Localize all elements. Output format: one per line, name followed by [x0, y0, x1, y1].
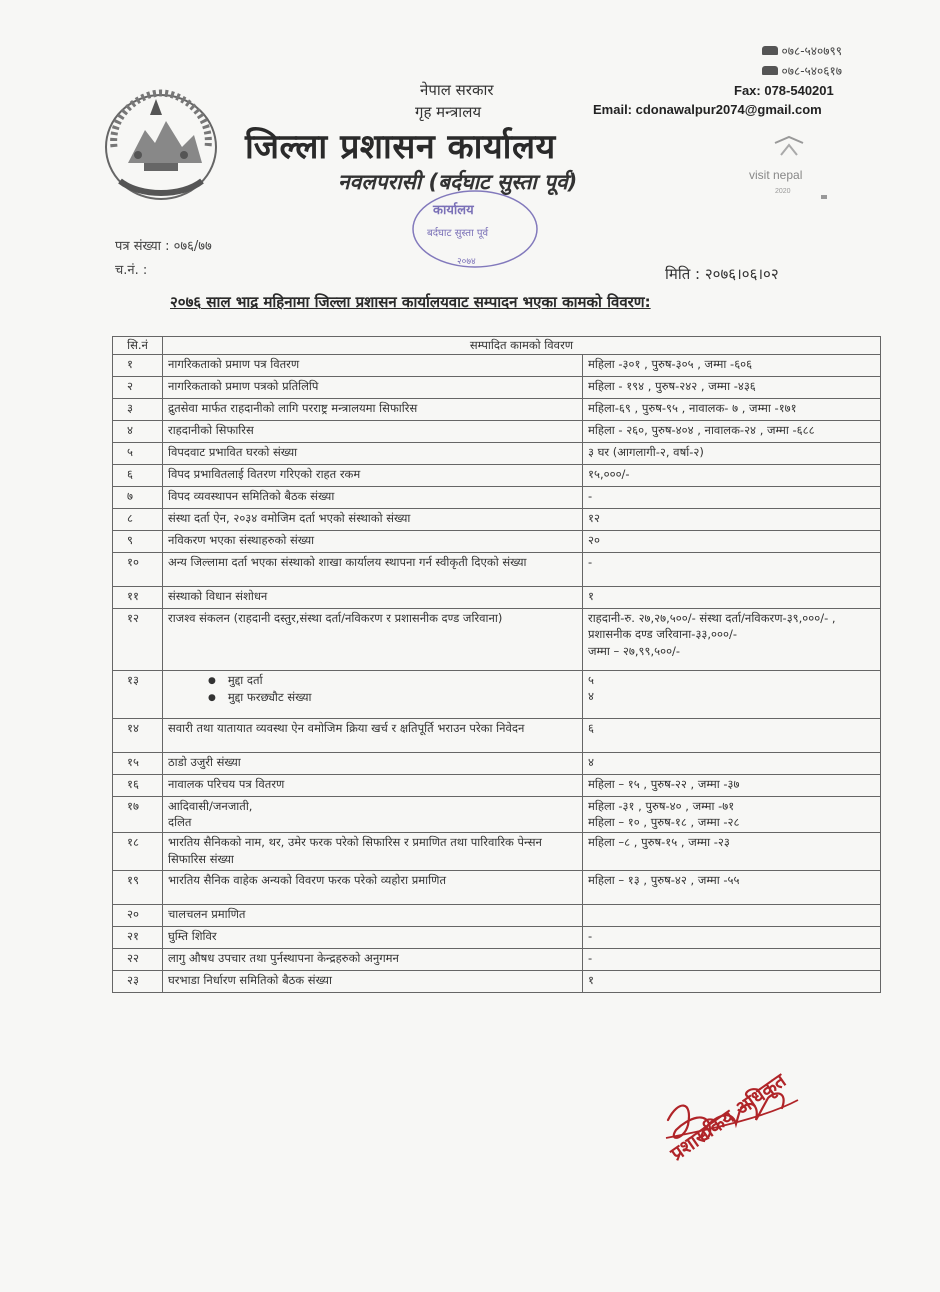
row-serial-number: ३: [113, 398, 163, 420]
row-serial-number: १४: [113, 718, 163, 752]
row-value: [583, 530, 881, 552]
row-serial-number: ६: [113, 464, 163, 486]
description-text: अन्य जिल्लामा दर्ता भएका संस्थाको शाखा कार्यालय स्थापना गर्न स्वीकृती दिएको संख्या: [168, 554, 527, 569]
value-text: -: [588, 554, 593, 569]
table-row: [113, 905, 881, 927]
description-text: विपद प्रभावितलाई वितरण गरिएको राहत रकम: [168, 466, 361, 481]
value-text: -: [588, 488, 593, 503]
row-description: [163, 905, 583, 927]
row-description: [163, 508, 583, 530]
office-title: जिल्ला प्रशासन कार्यालय: [245, 127, 556, 167]
row-description: [163, 376, 583, 398]
row-value: [583, 927, 881, 949]
officer-title: प्रशासकिय अधिकृत: [666, 1069, 791, 1166]
row-serial-number: १०: [113, 552, 163, 586]
table-row: [113, 508, 881, 530]
case-value: ५: [588, 672, 594, 687]
row-description: [163, 608, 583, 670]
table-row: [113, 354, 881, 376]
row-description: [163, 774, 583, 796]
description-text: संस्थाको विधान संशोधन: [168, 588, 268, 603]
value-text: २०: [588, 532, 600, 547]
value-text: महिला - २६०, पुरुष-४०४ , नावालक-२४ , जम्मा -६८८: [588, 422, 815, 437]
office-location: नवलपरासी (बर्दघाट सुस्ता पूर्व): [338, 170, 578, 194]
row-description: [163, 752, 583, 774]
row-serial-number: २०: [113, 905, 163, 927]
description-text: द्रुतसेवा मार्फत राहदानीको लागि परराष्ट्र मन्त्रालयमा सिफारिस: [168, 400, 418, 415]
row-value: [583, 442, 881, 464]
value-text: १५,०००/-: [588, 466, 630, 481]
row-description: [163, 486, 583, 508]
row-serial-number: १२: [113, 608, 163, 670]
stamp-line-1: कार्यालय: [433, 203, 474, 218]
row-serial-number: १९: [113, 871, 163, 905]
table-row: [113, 833, 881, 871]
visit-nepal-text: visit nepal: [749, 168, 803, 182]
visit-nepal-logo: [745, 133, 835, 203]
case-bullet-item: ● मुद्दा फरछ्यौट संख्या: [208, 689, 577, 706]
fax-number: Fax: 078-540201: [734, 83, 834, 98]
description-text: विपद व्यवस्थापन समितिको बैठक संख्या: [168, 488, 335, 503]
table-row: [113, 442, 881, 464]
row-serial-number: ११: [113, 586, 163, 608]
table-row: [113, 552, 881, 586]
phone-2-number: ०७८-५४०६१७: [781, 64, 842, 78]
row-serial-number: १८: [113, 833, 163, 871]
row-value: [583, 464, 881, 486]
description-text: घरभाडा निर्धारण समितिको बैठक संख्या: [168, 973, 332, 988]
office-stamp: [405, 184, 545, 274]
table-row: [113, 774, 881, 796]
value-text: महिला -३१ , पुरुष-४० , जम्मा -७१: [588, 798, 735, 813]
header-description: सम्पादित कामको विवरण: [163, 337, 881, 355]
row-description: [163, 871, 583, 905]
description-text: राजश्व संकलन (राहदानी दस्तुर,संस्था दर्ता/नविकरण र प्रशासनीक दण्ड जरिवाना): [168, 610, 503, 625]
case-value: ४: [588, 689, 594, 704]
row-value: [583, 871, 881, 905]
row-description: [163, 586, 583, 608]
table-header-row: [113, 337, 881, 355]
row-value: [583, 971, 881, 993]
row-description: [163, 354, 583, 376]
description-text: दलित: [168, 815, 192, 830]
row-serial-number: ८: [113, 508, 163, 530]
case-bullet-list: [168, 672, 577, 706]
row-value: [583, 670, 881, 718]
row-description: [163, 833, 583, 871]
row-value: [583, 608, 881, 670]
row-serial-number: १६: [113, 774, 163, 796]
description-text: नागरिकताको प्रमाण पत्रको प्रतिलिपि: [168, 378, 319, 393]
value-text: महिला -३०१ , पुरुष-३०५ , जम्मा -६०६: [588, 356, 753, 371]
stamp-line-2: बर्दघाट सुस्ता पूर्व: [427, 228, 489, 239]
table-row: [113, 927, 881, 949]
phone-1: [762, 42, 843, 59]
value-text: १२: [588, 510, 600, 525]
row-serial-number: १३: [113, 670, 163, 718]
description-text: लागु औषध उपचार तथा पुर्नस्थापना केन्द्रहरुको अनुगमन: [168, 951, 399, 966]
telephone-icon: [762, 46, 778, 55]
row-description: [163, 949, 583, 971]
row-serial-number: ४: [113, 420, 163, 442]
row-value: [583, 718, 881, 752]
government-name: नेपाल सरकार: [420, 81, 494, 99]
value-text: १: [588, 973, 594, 988]
value-text: महिला-६९ , पुरुष-९५ , नावालक- ७ , जम्मा -१७१: [588, 400, 797, 415]
value-text: ३ घर (आगलागी-२, वर्षा-२): [588, 444, 704, 459]
row-description: [163, 442, 583, 464]
table-row: [113, 376, 881, 398]
table-row: [113, 670, 881, 718]
row-value: [583, 774, 881, 796]
description-text: नावालक परिचय पत्र वितरण: [168, 776, 285, 791]
table-row: [113, 718, 881, 752]
description-text: विपदवाट प्रभावित घरको संख्या: [168, 444, 298, 459]
description-text: भारतिय सैनिक वाहेक अन्यको विवरण फरक परेको व्यहोरा प्रमाणित: [168, 873, 446, 888]
table-row: [113, 464, 881, 486]
description-text: नागरिकताको प्रमाण पत्र वितरण: [168, 356, 300, 371]
row-description: [163, 796, 583, 832]
reference-number: पत्र संख्या : ०७६/७७: [115, 239, 212, 254]
row-serial-number: २३: [113, 971, 163, 993]
row-value: [583, 752, 881, 774]
table-row: [113, 586, 881, 608]
nepal-emblem-icon: [100, 85, 222, 205]
description-text: नविकरण भएका संस्थाहरुको संख्या: [168, 532, 315, 547]
description-text: संस्था दर्ता ऐन, २०३४ वमोजिम दर्ता भएको संस्थाको संख्या: [168, 510, 411, 525]
description-text: सवारी तथा यातायात व्यवस्था ऐन वमोजिम क्रिया खर्च र क्षतिपूर्ति भराउन परेका निवेदन: [168, 720, 525, 735]
description-text: घुम्ति शिविर: [168, 929, 217, 944]
row-description: [163, 971, 583, 993]
visit-nepal-year: 2020: [775, 188, 791, 195]
row-value: [583, 796, 881, 832]
table-row: [113, 486, 881, 508]
phone-1-number: ०७८-५४०७९९: [781, 44, 842, 58]
row-serial-number: ५: [113, 442, 163, 464]
row-description: [163, 718, 583, 752]
description-text: राहदानीको सिफारिस: [168, 422, 254, 437]
row-description: [163, 670, 583, 718]
value-text: राहदानी-रु. २७,२७,५००/- संस्था दर्ता/नविकरण-३९,०००/- , प्रशासनीक दण्ड जरिवाना-३३,०००/-: [588, 610, 836, 642]
table-row: [113, 530, 881, 552]
value-text: -: [588, 951, 593, 966]
row-description: [163, 398, 583, 420]
row-value: [583, 398, 881, 420]
row-serial-number: २२: [113, 949, 163, 971]
phone-2: [762, 62, 843, 79]
table-row: [113, 608, 881, 670]
row-serial-number: ७: [113, 486, 163, 508]
work-summary-table: [112, 336, 881, 993]
description-text: भारतिय सैनिकको नाम, थर, उमेर फरक परेको सिफारिस र प्रमाणित तथा पारिवारिक पेन्सन सिफारिस संख्या: [168, 835, 542, 866]
letter-date: मिति : २०७६।०६।०२: [665, 265, 779, 283]
row-serial-number: १५: [113, 752, 163, 774]
description-text: ठाडो उजुरी संख्या: [168, 754, 241, 769]
table-row: [113, 871, 881, 905]
value-text: १: [588, 588, 594, 603]
table-row: [113, 420, 881, 442]
value-text: महिला – १५ , पुरुष-२२ , जम्मा -३७: [588, 776, 740, 791]
row-value: [583, 376, 881, 398]
value-text: ६: [588, 720, 594, 735]
letter-subject: २०७६ साल भाद्र महिनामा जिल्ला प्रशासन कार्यालयवाट सम्पादन भएका कामको विवरण:: [170, 293, 651, 311]
row-value: [583, 354, 881, 376]
value-text: -: [588, 929, 593, 944]
header-sn: सि.नं: [113, 337, 163, 355]
row-description: [163, 420, 583, 442]
description-text: आदिवासी/जनजाती,: [168, 798, 253, 813]
value-text: महिला – १० , पुरुष-१८ , जम्मा -२८: [588, 815, 740, 830]
value-text: ४: [588, 754, 594, 769]
row-serial-number: ९: [113, 530, 163, 552]
value-text: महिला – १३ , पुरुष-४२ , जम्मा -५५: [588, 873, 740, 888]
ministry-name: गृह मन्त्रालय: [415, 103, 482, 121]
row-value: [583, 420, 881, 442]
value-text: जम्मा – २७,९९,५००/-: [588, 644, 681, 659]
value-text: महिला –८ , पुरुष-१५ , जम्मा -२३: [588, 835, 730, 850]
telephone-icon: [762, 66, 778, 75]
value-text: महिला - १९४ , पुरुष-२४२ , जम्मा -४३६: [588, 378, 756, 393]
row-description: [163, 530, 583, 552]
description-text: चालचलन प्रमाणित: [168, 907, 246, 922]
table-row: [113, 752, 881, 774]
row-description: [163, 552, 583, 586]
row-value: [583, 486, 881, 508]
row-description: [163, 927, 583, 949]
row-value: [583, 552, 881, 586]
row-value: [583, 905, 881, 927]
row-serial-number: २: [113, 376, 163, 398]
case-bullet-item: ● मुद्दा दर्ता: [208, 672, 577, 689]
table-row: [113, 796, 881, 832]
table-row: [113, 971, 881, 993]
dispatch-number: च.नं. :: [115, 263, 148, 278]
table-row: [113, 398, 881, 420]
row-value: [583, 833, 881, 871]
row-value: [583, 949, 881, 971]
row-value: [583, 586, 881, 608]
row-value: [583, 508, 881, 530]
row-serial-number: १: [113, 354, 163, 376]
email-address: Email: cdonawalpur2074@gmail.com: [593, 102, 822, 117]
row-serial-number: २१: [113, 927, 163, 949]
table-row: [113, 949, 881, 971]
stamp-line-3: २०७४: [457, 257, 476, 267]
row-serial-number: १७: [113, 796, 163, 832]
row-description: [163, 464, 583, 486]
